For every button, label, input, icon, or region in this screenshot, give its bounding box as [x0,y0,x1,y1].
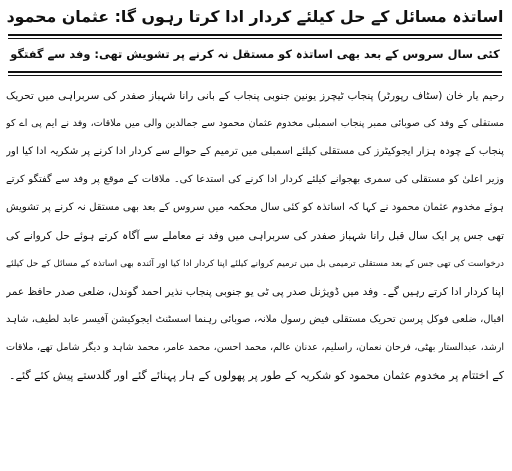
article-line: پنجاب کے چودہ ہزار ایجوکیٹرز کی مستقلی کیلئے اسمبلی میں ترمیم کے حوالے سے کردار ادا کرنے پر شکریہ ادا کیا اور [6,146,504,157]
article-line: ہوئے مخدوم عثمان محمود نے کہا کہ اساتذہ کو کئی سال محکمہ میں سروس کے بعد بھی مستقل نہ کرنے پر تشویش [6,202,504,213]
subheadline: کئی سال سروس کے بعد بھی اساتذہ کو مستقل نہ کرنے پر تشویش تھی: وفد سے گفتگو [10,47,500,61]
headline: اساتذہ مسائل کے حل کیلئے کردار ادا کرتا رہوں گا: عثمان محمود [6,7,504,26]
article-line-last: کے اختتام پر مخدوم عثمان محمود کو شکریہ کے طور پر پھولوں کے ہار پہنائے گئے اور گلدستے پیش کئے گئے۔ [9,369,504,382]
article-line: ارشد، عبدالستار بھٹی، فرحان نعمان، راسلیم، عدنان عالم، محمد احسن، محمد عامر، محمد شاہد و دیگر شامل تھے، ملاقات [6,342,504,353]
article-line: رحیم یار خان (سٹاف رپورٹر) پنجاب ٹیچرز یونین جنوبی پنجاب کے بانی رانا شہباز صفدر کی سربراہی میں تحریک [6,90,504,102]
article-line: تھی جس پر ایک سال قبل رانا شہباز صفدر کی سربراہی میں وفد نے معاملے سے آگاہ کرتے ہوئے حل کروانے کی [6,230,504,242]
article-line: وزیر اعلیٰ کو مستقلی کی سمری بھجوانے کیلئے کردار ادا کرنے کی استدعا کی۔ ملاقات کے موقع پر وفد سے گفتگو کرتے [6,174,504,185]
article-line: درخواست کی تھی جس کے بعد مستقلی ترمیمی بل میں ترمیم کروانے کیلئے اپنا کردار ادا کیا اور آئندہ بھی اساتذہ کے مسائل کے حل کیلئے [6,259,504,269]
article-line: مستقلی کے وفد کی صوبائی ممبر پنجاب اسمبلی مخدوم عثمان محمود سے جمالدین والی میں ملاقات، وفد نے ایم پی اے کو [6,118,504,129]
article-body [6,82,504,390]
article-line: اپنا کردار ادا کرتے رہیں گے۔ وفد میں ڈویژنل صدر پی ٹی یو جنوبی پنجاب نذیر احمد گوندل، ضلعی صدر حافظ عمر [6,286,504,298]
article-line: اقبال، ضلعی فوکل پرسن تحریک مستقلی فیض رسول ملانہ، صوبائی رہنما اسسٹنٹ ایجوکیشن آفیسر عابد لطیف، شاہد [6,314,504,325]
headline-divider [8,34,502,39]
subheadline-divider [8,71,502,76]
